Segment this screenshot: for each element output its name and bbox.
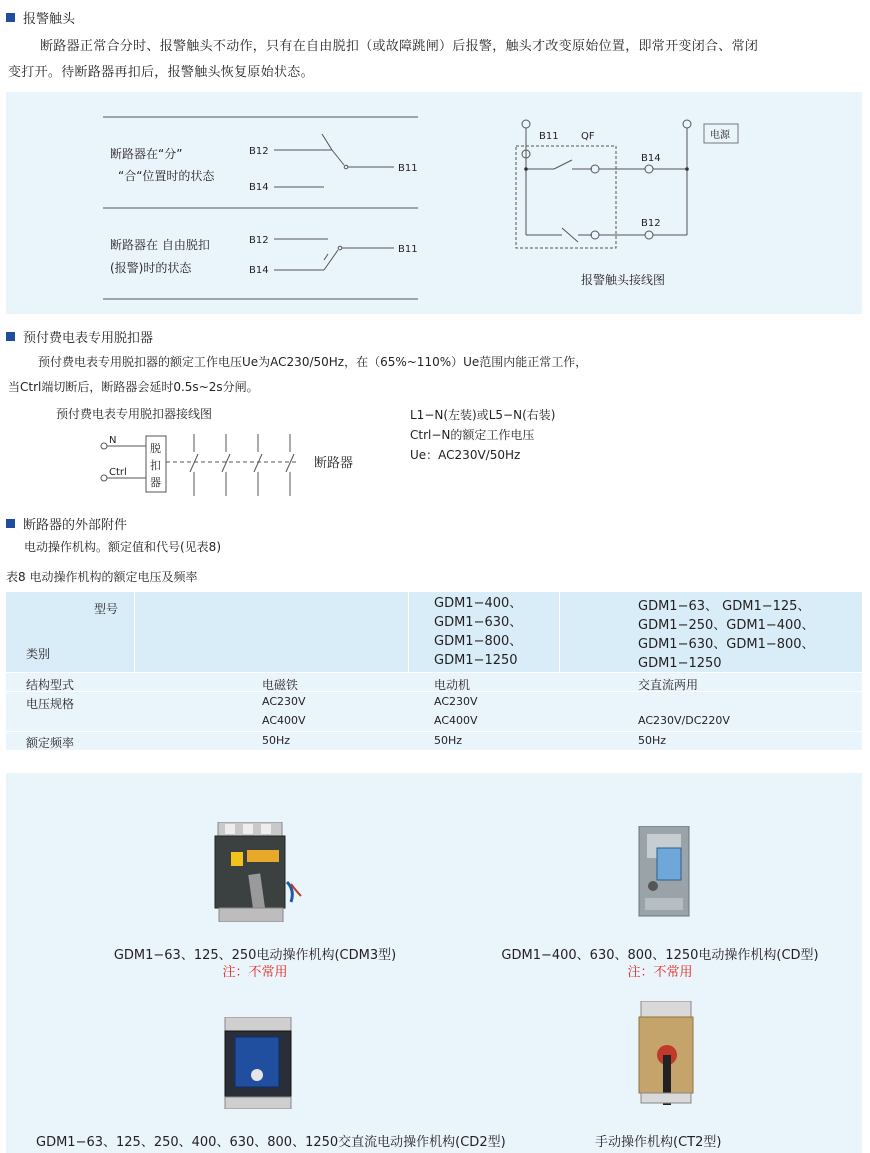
product-caption: GDM1−63、125、250、400、630、800、1250交直流电动操作机构(CD2型)	[36, 1135, 506, 1150]
section-title: 预付费电表专用脱扣器	[23, 331, 154, 346]
breaker-label: 断路器	[314, 456, 354, 471]
paragraph-line: 预付费电表专用脱扣器的额定工作电压Ue为AC230/50Hz，在（65%~110%）Ue范围内能正常工作，	[38, 355, 588, 369]
terminal-b12: B12	[249, 235, 269, 246]
table-cell: 电动机	[434, 678, 471, 692]
terminal-b14: B14	[249, 265, 269, 276]
model-line: GDM1−630、GDM1−800、	[638, 637, 815, 652]
bullet-square-icon	[6, 519, 15, 528]
model-line: GDM1−800、	[434, 634, 523, 649]
state2-label: 断路器在 自由脱扣	[110, 238, 210, 252]
diagram-caption: 报警触头接线图	[581, 273, 666, 287]
table-cell: 50Hz	[262, 734, 291, 747]
bullet-square-icon	[6, 13, 15, 22]
product-note: 注：不常用	[627, 965, 693, 980]
table-cell: AC400V	[434, 714, 478, 727]
paragraph-line: 当Ctrl端切断后，断路器会延时0.5s~2s分闸。	[8, 380, 259, 394]
section-heading-prepaid	[6, 327, 153, 346]
product-image-ct2	[637, 1001, 695, 1109]
col3-models	[638, 597, 815, 673]
row-label: 额定频率	[26, 736, 75, 750]
model-line: GDM1−400、	[434, 596, 523, 611]
table-cell: 电磁铁	[262, 678, 299, 692]
paragraph-line: 断路器正常合分时、报警触头不动作，只有在自由脱扣（或故障跳闸）后报警，触头才改变原始位置，即常开变闭合、常闭	[40, 39, 759, 54]
terminal-b14: B14	[641, 153, 661, 164]
spec-table-wrapper	[6, 592, 862, 752]
diagram-title: 预付费电表专用脱扣器接线图	[56, 407, 213, 421]
alarm-diagram-panel	[6, 92, 862, 314]
table-cell: 50Hz	[638, 734, 667, 747]
product-caption: 手动操作机构(CT2型)	[595, 1135, 722, 1150]
model-line: GDM1−63、 GDM1−125、	[638, 599, 811, 614]
product-note: 注：不常用	[222, 965, 288, 980]
section-heading-accessories	[6, 514, 127, 533]
product-caption: GDM1−63、125、250电动操作机构(CDM3型)	[113, 948, 397, 963]
terminal-b11: B11	[398, 163, 418, 174]
row-label: 电压规格	[26, 697, 75, 711]
device-char: 器	[150, 476, 161, 489]
prepaid-notes	[410, 405, 555, 465]
header-model: 型号	[94, 602, 119, 616]
alarm-contact-diagrams	[6, 92, 862, 314]
col2-models	[434, 594, 522, 670]
table-cell: 50Hz	[434, 734, 463, 747]
section-subtext: 电动操作机构。额定值和代号(见表8)	[24, 540, 221, 554]
terminal-b12: B12	[641, 218, 661, 229]
header-category: 类别	[26, 647, 51, 661]
model-line: GDM1−1250	[434, 653, 518, 668]
table-cell: AC400V	[262, 714, 306, 727]
table-cell: AC230V/DC220V	[638, 714, 730, 727]
terminal-n: N	[109, 435, 117, 446]
table-cell: AC230V	[262, 695, 306, 708]
terminal-b14: B14	[249, 182, 269, 193]
terminal-b11: B11	[398, 244, 418, 255]
model-line: GDM1−1250	[638, 656, 722, 671]
table-cell: AC230V	[434, 695, 478, 708]
power-supply-label: 电源	[710, 130, 730, 141]
table-title: 表8 电动操作机构的额定电压及频率	[6, 570, 198, 584]
terminal-b11: B11	[539, 131, 559, 142]
terminal-ctrl: Ctrl	[109, 467, 127, 478]
note-line: L1−N(左装)或L5−N(右装)	[410, 408, 556, 422]
terminal-b12: B12	[249, 146, 269, 157]
table-cell: 交直流两用	[638, 678, 699, 692]
device-char: 脱	[150, 442, 161, 455]
product-caption: GDM1−400、630、800、1250电动操作机构(CD型)	[501, 948, 819, 963]
state1-label: 断路器在“分”	[110, 147, 183, 161]
note-line: Ctrl−N的额定工作电压	[410, 428, 535, 442]
section-heading-alarm	[6, 8, 75, 27]
device-char: 扣	[150, 459, 161, 472]
model-line: GDM1−630、	[434, 615, 523, 630]
product-image-cd	[637, 826, 692, 918]
section-title: 报警触头	[23, 12, 76, 27]
bullet-square-icon	[6, 332, 15, 341]
qf-label: QF	[581, 131, 595, 142]
state1-label: “合“位置时的状态	[118, 169, 215, 183]
state2-label: (报警)时的状态	[110, 261, 192, 275]
section-title: 断路器的外部附件	[23, 518, 128, 533]
prepaid-wiring-diagram	[98, 428, 378, 503]
note-line: Ue：AC230V/50Hz	[410, 448, 521, 462]
model-line: GDM1−250、GDM1−400、	[638, 618, 815, 633]
row-label: 结构型式	[26, 678, 75, 692]
paragraph-line: 变打开。待断路器再扣后，报警触头恢复原始状态。	[8, 65, 314, 80]
product-image-cdm3	[213, 822, 308, 922]
product-image-cd2	[223, 1017, 293, 1109]
